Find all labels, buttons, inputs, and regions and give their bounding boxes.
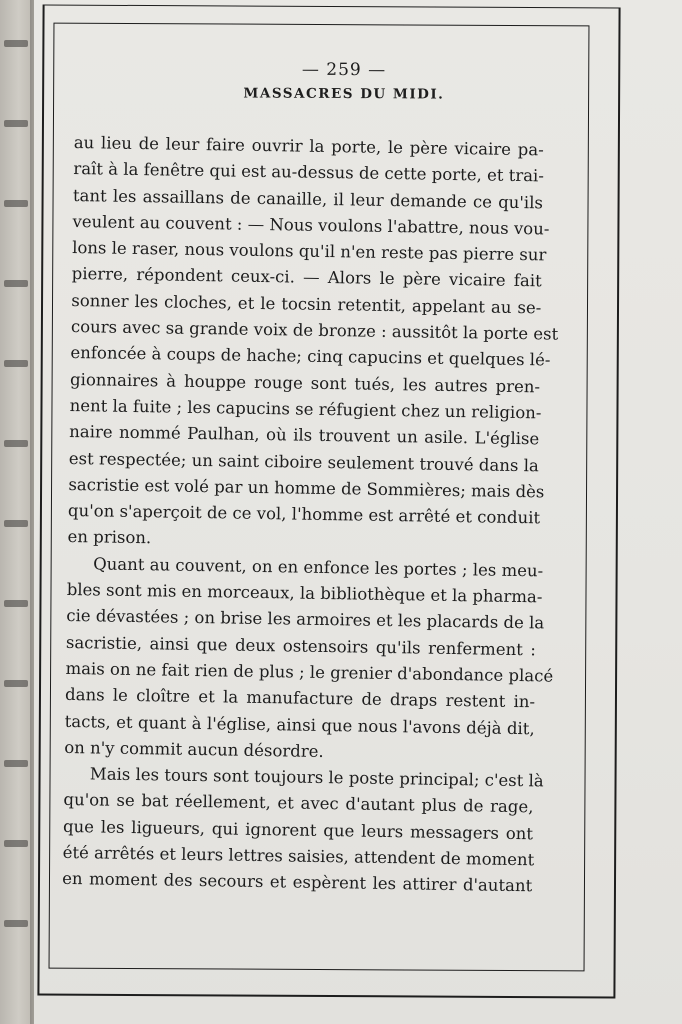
text-line: que les ligueurs, qui ignorent que leurs messagers ont: [62, 816, 534, 844]
text-line: raît à la fenêtre qui est au-dessus de cette porte, et trai-: [73, 159, 545, 186]
text-line: dans le cloître et la manufacture de draps restent in-: [64, 685, 536, 712]
text-line: nent la fuite ; les capucins se réfugient chez un religion-: [69, 395, 542, 423]
text-line: veulent au couvent : — Nous voulons l'abattre, nous vou-: [72, 211, 550, 239]
text-line: Mais les tours sont toujours le poste principal; c'est là: [89, 764, 544, 791]
running-title: MASSACRES DU MIDI.: [243, 85, 445, 103]
text-line: mais on ne fait rien de plus ; le grenier d'abondance placé: [65, 658, 554, 686]
text-line: sonner les cloches, et le tocsin retentit, appelant au se-: [71, 290, 542, 318]
text-line: sacristie est volé par un homme de Sommières; mais dès: [68, 474, 545, 502]
text-line: on n'y commit aucun désordre.: [64, 737, 324, 761]
body-text: [62, 130, 559, 900]
facing-page-edge: [0, 0, 34, 1024]
text-line: naire nommé Paulhan, où ils trouvent un asile. L'église: [69, 422, 540, 449]
text-line: est respectée; un saint ciboire seulement trouvé dans la: [68, 448, 539, 475]
text-line: enfoncée à coups de hache; cinq capucins et quelques lé-: [70, 343, 551, 370]
page-header: [34, 58, 654, 103]
text-line: qu'on s'aperçoit de ce vol, l'homme est arrêté et conduit: [67, 501, 541, 528]
facing-page-text-fragment: [4, 600, 28, 607]
text-line: au lieu de leur faire ouvrir la porte, le père vicaire pa-: [73, 132, 544, 160]
facing-page-text-fragment: [4, 920, 28, 927]
facing-page-text-fragment: [4, 200, 28, 207]
facing-page-text-fragment: [4, 680, 28, 687]
text-line: été arrêtés et leurs lettres saisies, attendent de moment: [62, 842, 535, 870]
text-line: qu'on se bat réellement, et avec d'autant plus de rage,: [63, 790, 534, 817]
text-line: en moment des secours et espèrent les attirer d'autant: [62, 869, 533, 896]
text-line: pierre, répondent ceux-ci. — Alors le père vicaire fait: [71, 264, 542, 291]
text-line: bles sont mis en morceaux, la bibliothèque et la pharma-: [66, 579, 543, 607]
text-line: sacristie, ainsi que deux ostensoirs qu'ils renferment :: [65, 632, 537, 659]
facing-page-text-fragment: [4, 520, 28, 527]
text-line: tacts, et quant à l'église, ainsi que nous l'avons déjà dit,: [64, 711, 535, 738]
text-line: en prison.: [67, 527, 152, 548]
text-line: gionnaires à houppe rouge sont tués, les autres pren-: [69, 369, 541, 397]
facing-page-text-fragment: [4, 840, 28, 847]
facing-page-text-fragment: [4, 120, 28, 127]
facing-page-text-fragment: [4, 360, 28, 367]
text-line: lons le raser, nous voulons qu'il n'en reste pas pierre sur: [72, 238, 547, 265]
facing-page-text-fragment: [4, 280, 28, 287]
facing-page-text-fragment: [4, 760, 28, 767]
facing-page-text-fragment: [4, 440, 28, 447]
text-line: tant les assaillans de canaille, il leur demande ce qu'ils: [72, 185, 544, 212]
text-line: Quant au couvent, on en enfonce les portes ; les meu-: [93, 554, 544, 581]
text-line: cie dévastées ; on brise les armoires et les placards de la: [66, 606, 545, 633]
facing-page-text-fragment: [4, 40, 28, 47]
book-page: [34, 0, 682, 1024]
text-line: cours avec sa grande voix de bronze : aussitôt la porte est: [70, 317, 559, 344]
page-number: — 259 —: [301, 59, 387, 81]
